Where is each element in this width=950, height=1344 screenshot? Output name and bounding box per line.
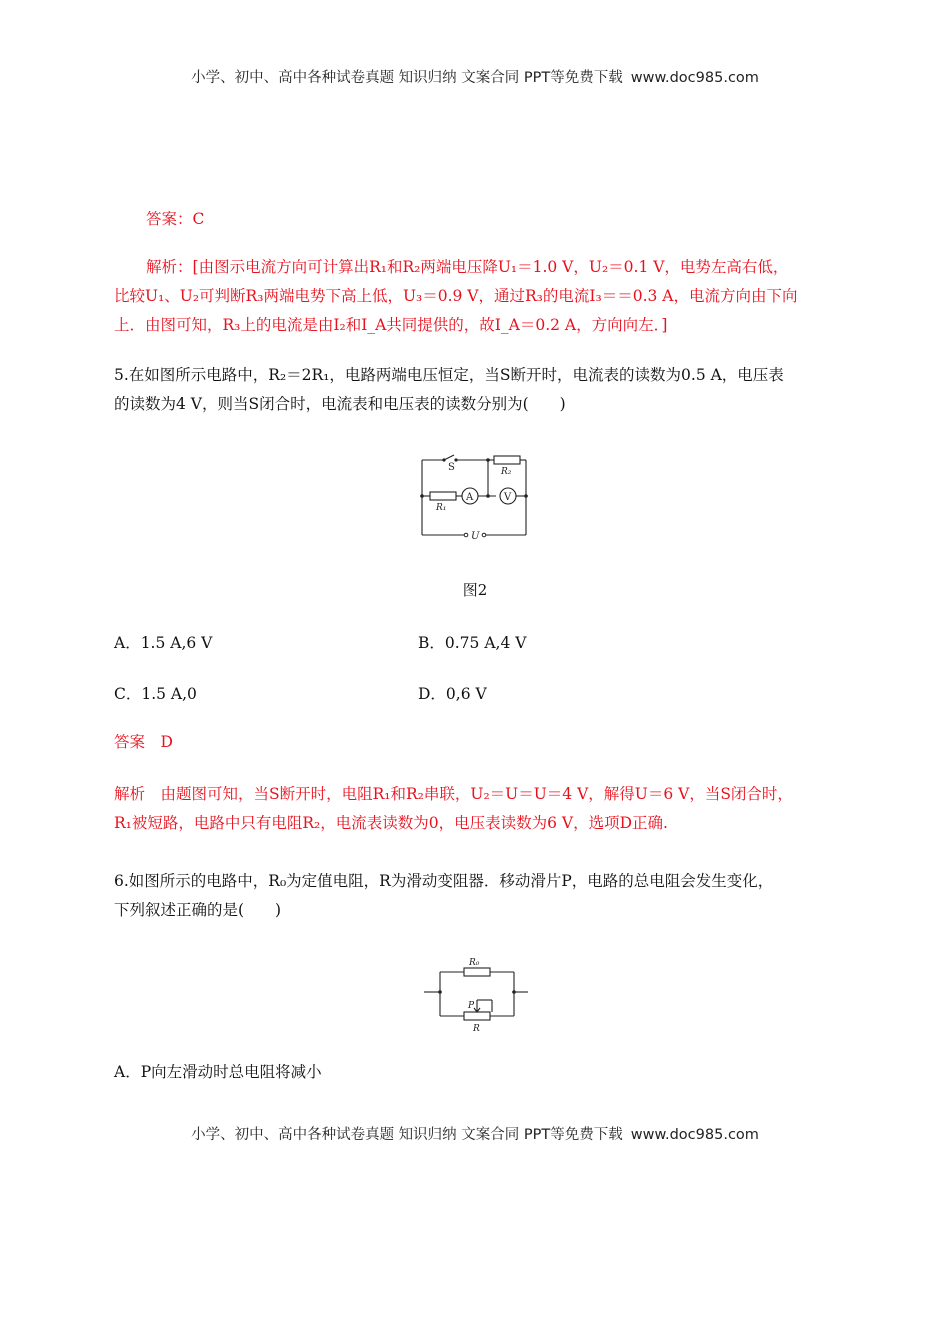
q5-answer: 答案 D [114,733,173,751]
q5-option-b: B．0.75 A,4 V [418,634,527,652]
q5-fig-ammeter-label: A [466,492,474,503]
q5-fig-r1-label: R₁ [436,503,447,513]
q4-analysis-line-1-text: [由图示电流方向可计算出R₁和R₂两端电压降U₁＝1.0 V，U₂＝0.1 V，电势左高右低， [192,258,789,276]
q6-circuit-diagram [424,955,530,1033]
q5-figure-caption: 图2 [462,581,488,599]
q4-analysis-label: 解析： [146,258,193,276]
header-url[interactable]: www.doc985.com [630,70,759,86]
q5-analysis-line-2: R₁被短路，电路中只有电阻R₂，电流表读数为0，电压表读数为6 V，选项D正确. [114,814,668,832]
q4-analysis-line-2: 比较U₁、U₂可判断R₃两端电势下高上低，U₃＝0.9 V，通过R₃的电流I₃＝＝0.3 A，电流方向由下向 [114,287,798,305]
q6-stem-line-2: 下列叙述正确的是( ) [114,901,282,919]
q4-answer: 答案：C [146,210,205,228]
q5-stem-line-2: 的读数为4 V，则当S闭合时，电流表和电压表的读数分别为( ) [114,395,566,413]
q5-fig-r2-label: R₂ [501,467,512,477]
q4-analysis-line-1 [114,253,844,282]
q5-option-d: D．0,6 V [418,685,487,703]
q6-fig-p-label: P [468,1001,475,1011]
q5-option-c: C．1.5 A,0 [114,685,197,703]
q5-analysis [114,780,844,838]
q5-circuit-diagram [412,448,536,544]
q5-fig-source-label: U [471,531,480,542]
q5-stem [114,361,844,419]
q5-analysis-line-1: 解析 由题图可知，当S断开时，电阻R₁和R₂串联，U₂＝U＝U＝4 V，解得U＝6 V，当S闭合时， [114,785,793,803]
q6-fig-r0-label: R₀ [469,958,480,968]
q6-stem [114,867,844,925]
q6-option-a: A．P向左滑动时总电阻将减小 [114,1063,322,1081]
q4-analysis-line-3: 上．由图可知，R₃上的电流是由I₂和I_A共同提供的，故I_A＝0.2 A，方向向左．] [114,316,668,334]
q5-option-a: A．1.5 A,6 V [114,634,213,652]
q4-analysis [114,253,844,340]
footer-text: 小学、初中、高中各种试卷真题 知识归纳 文案合同 PPT等免费下载 [191,1127,623,1143]
q5-fig-voltmeter-label: V [504,492,512,503]
q6-stem-line-1: 6.如图所示的电路中，R₀为定值电阻，R为滑动变阻器．移动滑片P，电路的总电阻会发生变化， [114,872,774,890]
page-footer [0,1123,950,1144]
q6-fig-r-label: R [473,1024,480,1033]
footer-url[interactable]: www.doc985.com [630,1127,759,1143]
header-text: 小学、初中、高中各种试卷真题 知识归纳 文案合同 PPT等免费下载 [191,70,623,86]
q5-stem-line-1: 5.在如图所示电路中，R₂＝2R₁，电路两端电压恒定，当S断开时，电流表的读数为0.5 A，电压表 [114,366,784,384]
q5-fig-switch-label: S [448,462,455,473]
page-header [0,66,950,87]
